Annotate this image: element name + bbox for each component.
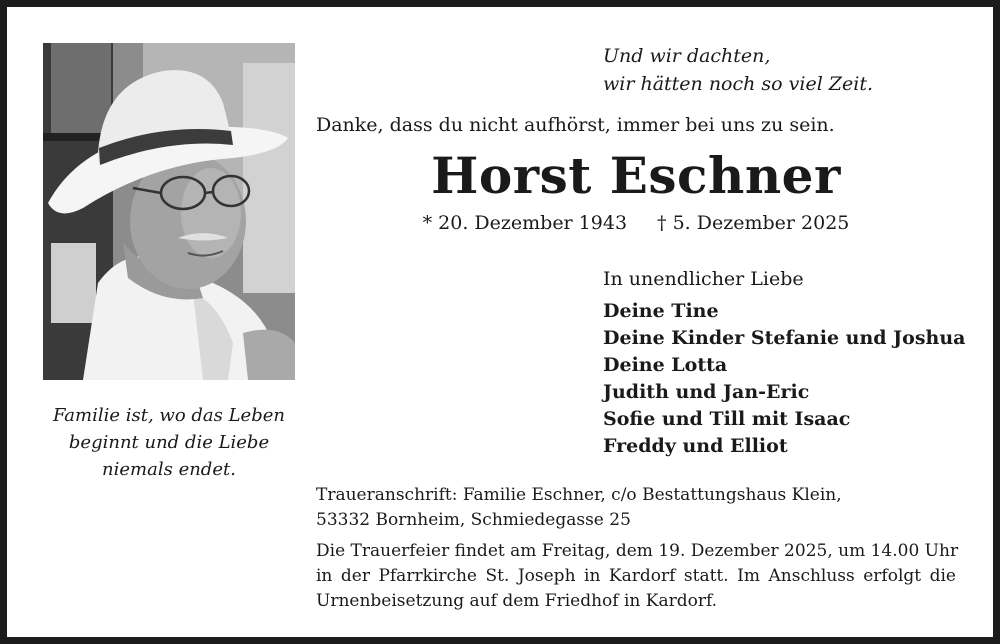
left-quote bbox=[38, 402, 300, 483]
mourning-address bbox=[316, 483, 842, 533]
top-quote-line: wir hätten noch so viel Zeit. bbox=[603, 73, 874, 95]
family-member: Sofie und Till mit Isaac bbox=[603, 408, 851, 430]
top-quote bbox=[603, 42, 873, 98]
ceremony-info bbox=[316, 539, 959, 614]
address-line: 53332 Bornheim, Schmiedegasse 25 bbox=[316, 510, 631, 530]
life-dates bbox=[316, 209, 956, 237]
ceremony-line: Die Trauerfeier findet am Freitag, dem 19. Dezember 2025, um 14.00 Uhr bbox=[316, 541, 959, 561]
portrait-photo bbox=[43, 43, 295, 380]
love-line: In unendlicher Liebe bbox=[603, 268, 804, 290]
family-member: Judith und Jan-Eric bbox=[603, 381, 810, 403]
family-member: Freddy und Elliot bbox=[603, 435, 788, 457]
address-line: Traueranschrift: Familie Eschner, c/o Bestattungshaus Klein, bbox=[316, 485, 842, 505]
family-member: Deine Lotta bbox=[603, 354, 728, 376]
left-quote-line: Familie ist, wo das Leben bbox=[53, 405, 285, 426]
family-member: Deine Kinder Stefanie und Joshua bbox=[603, 327, 966, 349]
thanks-line: Danke, dass du nicht aufhörst, immer bei uns zu sein. bbox=[316, 114, 835, 136]
top-quote-line: Und wir dachten, bbox=[603, 45, 771, 67]
birth-date: * 20. Dezember 1943 bbox=[422, 212, 628, 234]
ceremony-line: in der Pfarrkirche St. Joseph in Kardorf statt. Im Anschluss erfolgt die bbox=[316, 566, 956, 586]
family-member: Deine Tine bbox=[603, 300, 719, 322]
family-list bbox=[603, 298, 965, 460]
deceased-name: Horst Eschner bbox=[431, 146, 841, 205]
ceremony-line: Urnenbeisetzung auf dem Friedhof in Kardorf. bbox=[316, 591, 718, 611]
death-date: † 5. Dezember 2025 bbox=[657, 212, 850, 234]
left-quote-line: niemals endet. bbox=[102, 459, 236, 480]
left-quote-line: beginnt und die Liebe bbox=[68, 432, 270, 453]
